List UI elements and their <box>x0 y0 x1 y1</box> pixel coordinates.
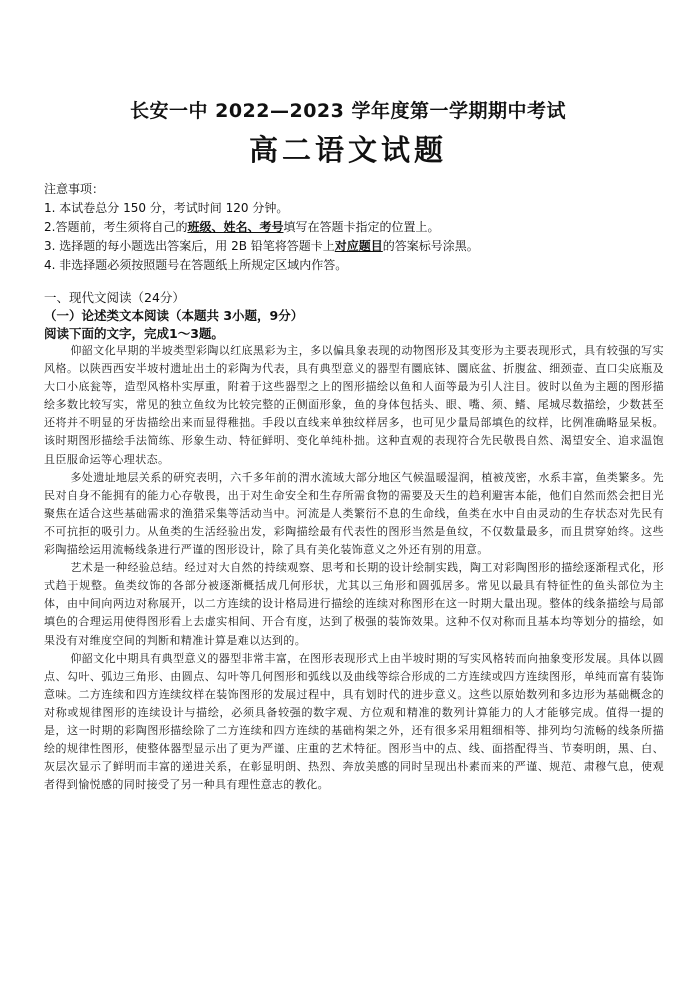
passage-paragraph: 艺术是一种经验总结。经过对大自然的持续观察、思考和长期的设计绘制实践，陶工对彩陶图形的描绘逐渐程式化，形式趋于规整。鱼类纹饰的各部分被逐渐概括成几何形状，尤其以三角形和圆弧居多。常见以最具有特征性的鱼头部位为主体，由中间向两边对称展开，以二方连续的设计格局进行描绘的连续对称图形在这一时期大量出现。整体的线条描绘与局部填色的合理运用使得图形看上去虚实相间、开合有度，达到了极强的装饰效果。这种不仅对称而且基本均等划分的描绘，如果没有对维度空间的判断和精准计算是难以达到的。 <box>44 561 664 647</box>
note-item-1 <box>44 199 664 218</box>
reading-instruction: 阅读下面的文字，完成1～3题。 <box>44 326 224 341</box>
note-text: 1. 本试卷总分 150 分，考试时间 120 分钟。 <box>44 201 289 215</box>
passage-paragraph: 仰韶文化早期的半坡类型彩陶以红底黑彩为主，多以偏具象表现的动物图形及其变形为主要表现形式，具有较强的写实风格。以陕西西安半坡村遗址出土的彩陶为代表，具有典型意义的器型有圜底钵、圜底盆、折腹盆、细颈壶、直口尖底瓶及大口小底瓮等，造型风格朴实厚重，附着于这些器型之上的图形描绘以鱼和人面等最为引人注目。彼时以鱼为主题的图形描绘多数比较写实，常见的独立鱼纹为比较完整的正侧面形象，鱼的身体包括头、眼、嘴、须、鳍、尾城尽数描绘，少数甚至还将并不明显的牙齿描绘出来而显得稚拙。手段以直线来单独纹样居多，也可见少量局部填色的纹样，比例准确略显呆板。该时期图形描绘手法简练、形象生动、特征鲜明、变化单纯朴拙。这种直观的表现符合先民敬畏自然、渴望安全、追求温饱且臣服命运等心理状态。 <box>44 344 664 466</box>
exam-header-title: 长安一中 2022—2023 学年度第一学期期中考试 <box>130 100 566 122</box>
note-item-4 <box>44 256 664 275</box>
note-underlined: 班级、姓名、考号 <box>187 220 284 234</box>
note-text: 3. 选择题的每小题选出答案后，用 2B 铅笔将答题卡上 <box>44 239 335 253</box>
notes-block <box>44 180 664 275</box>
passage-paragraph: 仰韶文化中期具有典型意义的器型非常丰富，在图形表现形式上由半坡时期的写实风格转而向抽象变形发展。具体以圆点、勾叶、弧边三角形、由圆点、勾叶等几何图形和弧线以及曲线等综合形成的二方连续或四方连续图形，单纯而富有装饰意味。二方连续和四方连续纹样在装饰图形的发展过程中，具有划时代的进步意义。这些以原始数列和多边形为基础概念的对称或规律图形的连续设计与描绘，必须具备较强的数字观、方位观和精准的数列计算能力的人才能够完成。值得一提的是，这一时期的彩陶图形描绘除了二方连续和四方连续的基础构架之外，还有很多采用粗细相等、排列均匀流畅的线条所描绘的规律性图形，使整体器型显示出了更为严谨、庄重的艺术特征。图形当中的点、线、面搭配得当、节奏明朗，黑、白、灰层次显示了鲜明而丰富的递进关系，在彰显明朗、热烈、奔放美感的同时呈现出朴素而来的严谨、规范、肃穆气息，使观者得到愉悦感的同时接受了另一种具有理性意志的教化。 <box>44 651 664 792</box>
note-item-2 <box>44 218 664 237</box>
subsection-heading: （一）论述类文本阅读（本题共 3小题，9分） <box>44 308 304 323</box>
exam-subject-title: 高二语文试题 <box>248 133 447 167</box>
note-item-3 <box>44 237 664 256</box>
section-heading: 一、现代文阅读（24分） <box>44 290 185 305</box>
notes-heading: 注意事项： <box>44 182 105 196</box>
note-underlined: 对应题目 <box>334 239 383 253</box>
note-text: 的答案标号涂黑。 <box>382 239 479 253</box>
note-text: 2.答题前，考生须将自己的 <box>44 220 188 234</box>
note-text: 填写在答题卡指定的位置上。 <box>283 220 440 234</box>
reading-passage <box>44 342 664 794</box>
note-text: 4. 非选择题必须按照题号在答题纸上所规定区域内作答。 <box>44 258 348 272</box>
passage-paragraph: 多处遗址地层关系的研究表明，六千多年前的渭水流域大部分地区气候温暖湿润，植被茂密，水系丰富，鱼类繁多。先民对自身不能拥有的能力心存敬畏，出于对生命安全和生存所需食物的需要及天生的趋利避害本能，他们自然而然会把目光聚焦在适合这些基础需求的渔猎采集等活动当中。河流是人类繁衍不息的生命线，鱼类在水中自由灵动的生存状态对先民有不可抗拒的吸引力。从鱼类的生活经验出发，彩陶描绘最有代表性的图形当然是鱼纹，不仅数量最多，而且贯穿始终。这些彩陶描绘运用流畅线条进行严谨的图形设计，除了具有美化装饰意义之外还有别的用意。 <box>44 470 664 557</box>
